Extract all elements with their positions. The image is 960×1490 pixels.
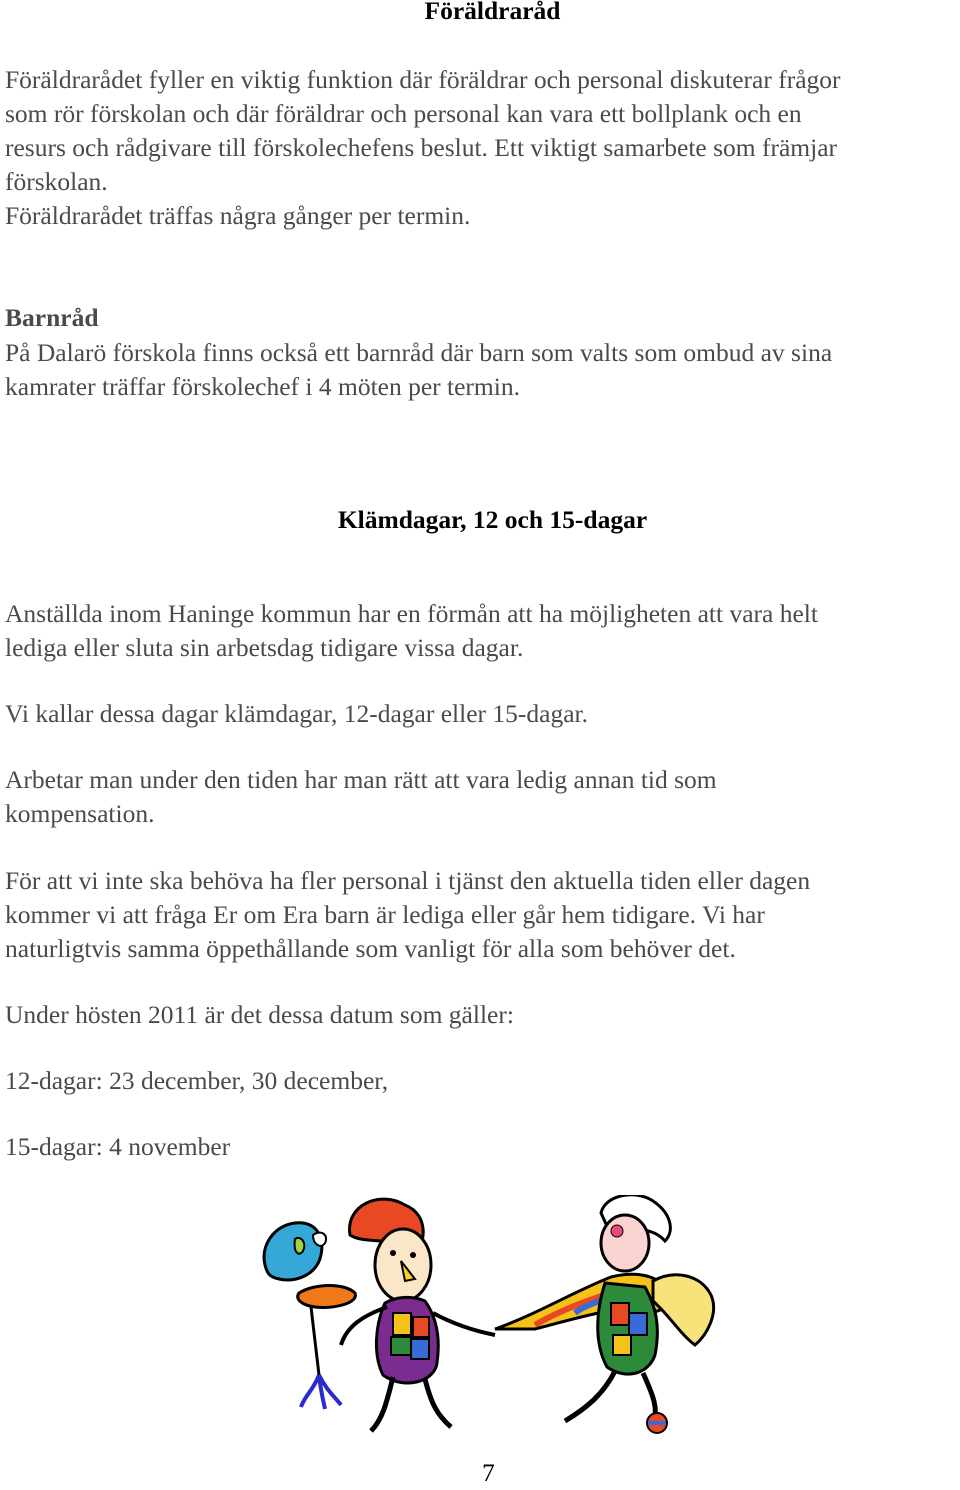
- paragraph-line: Vi kallar dessa dagar klämdagar, 12-dagar eller 15-dagar.: [5, 699, 588, 728]
- paragraph-line: som rör förskolan och där föräldrar och personal kan vara ett bollplank och en: [5, 99, 802, 128]
- paragraph-line: kompensation.: [5, 799, 155, 828]
- section-title-klamdagar: Klämdagar, 12 och 15-dagar: [337, 505, 648, 534]
- section-title-barnrad: Barnråd: [5, 303, 99, 332]
- paragraph-line: 15-dagar: 4 november: [5, 1132, 231, 1161]
- paragraph-line: Anställda inom Haninge kommun har en förmån att ha möjligheten att vara helt: [5, 599, 818, 628]
- easel-icon: [264, 1223, 355, 1409]
- paragraph-line: förskolan.: [5, 167, 108, 196]
- paragraph-line: För att vi inte ska behöva ha fler personal i tjänst den aktuella tiden eller dagen: [5, 866, 811, 895]
- left-child-figure: [341, 1199, 495, 1431]
- paragraph-line: lediga eller sluta sin arbetsdag tidigare vissa dagar.: [5, 633, 524, 662]
- paragraph-line: På Dalarö förskola finns också ett barnråd där barn som valts som ombud av sina: [5, 338, 833, 367]
- paragraph-line: Under hösten 2011 är det dessa datum som gäller:: [5, 1000, 514, 1029]
- paragraph-line: 12-dagar: 23 december, 30 december,: [5, 1066, 389, 1095]
- paragraph-line: Föräldrarådet träffas några gånger per termin.: [5, 201, 471, 230]
- page-number: 7: [482, 1458, 495, 1487]
- paragraph-line: naturligtvis samma öppethållande som vanligt för alla som behöver det.: [5, 934, 736, 963]
- paragraph-line: Arbetar man under den tiden har man rätt att vara ledig annan tid som: [5, 765, 717, 794]
- right-child-figure: [495, 1195, 714, 1433]
- paragraph-line: Föräldrarådet fyller en viktig funktion där föräldrar och personal diskuterar frågor: [5, 65, 841, 94]
- children-holding-hands-illustration: [255, 1195, 735, 1455]
- section-title-foraldrarad: Föräldraråd: [424, 0, 561, 25]
- paragraph-line: kamrater träffar förskolechef i 4 möten per termin.: [5, 372, 520, 401]
- paragraph-line: resurs och rådgivare till förskolechefens beslut. Ett viktigt samarbete som främjar: [5, 133, 838, 162]
- paragraph-line: kommer vi att fråga Er om Era barn är lediga eller går hem tidigare. Vi har: [5, 900, 765, 929]
